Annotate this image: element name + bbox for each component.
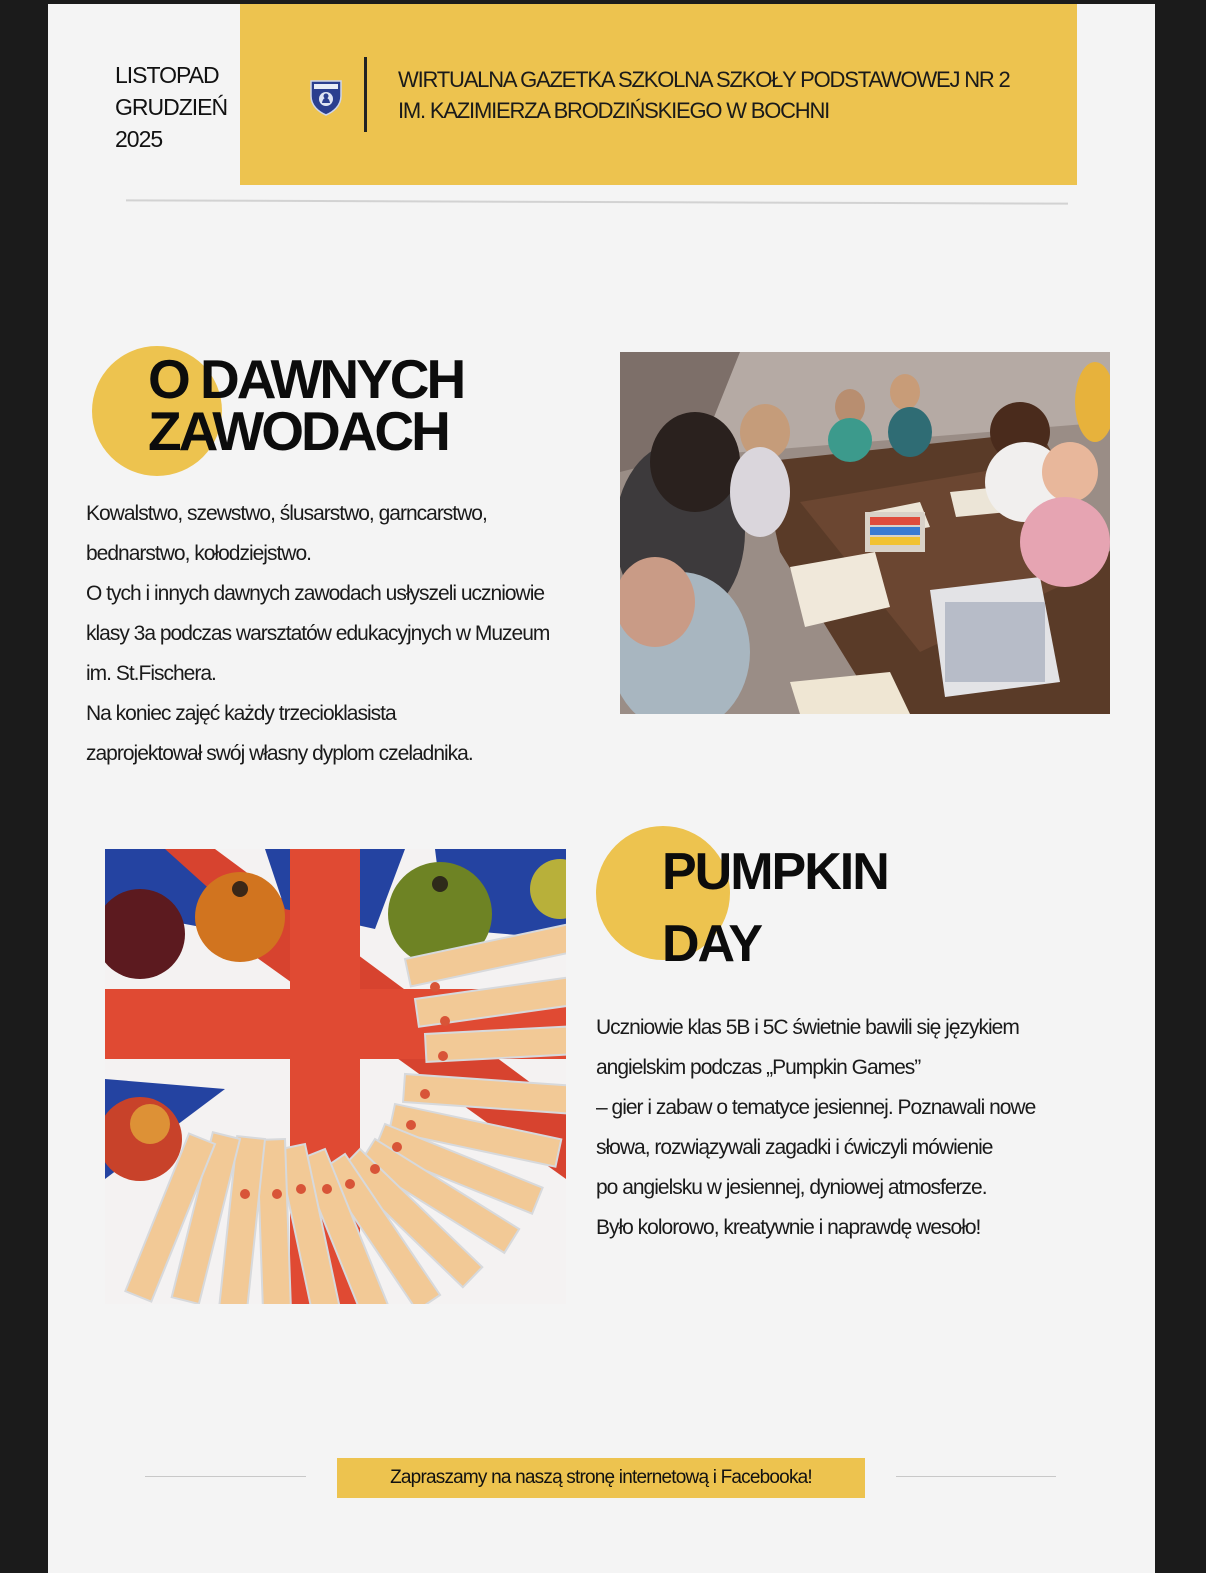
newsletter-page — [48, 4, 1155, 1573]
article-body-pumpkin-day: Uczniowie klas 5B i 5C świetnie bawili się językiem angielskim podczas „Pumpkin Games” – gier i zabaw o tematyce jesiennej. Poznawali nowe słowa, rozwiązywali zagadki i ćwiczyli mówienie po angielsku w jesiennej, dyniowej atmosferze. Było kolorowo, kreatywnie i naprawdę wesoło! — [596, 1016, 1036, 1239]
pumpkins-word-cards-photo — [105, 849, 566, 1304]
article-body-o-dawnych-zawodach: Kowalstwo, szewstwo, ślusarstwo, garncarstwo, bednarstwo, kołodziejstwo. O tych i innych dawnych zawodach usłyszeli uczniowie klasy 3a podczas warsztatów edukacyjnych w Muzeum im. St.Fischera. Na koniec zajęć każdy trzecioklasista zaprojektował swój własny dyplom czeladnika. — [86, 502, 550, 765]
footer-rule-right — [896, 1476, 1056, 1477]
article-title-pumpkin-day: PUMPKIN DAY — [662, 843, 888, 973]
header-rule — [126, 199, 1068, 204]
classroom-workshop-photo — [620, 352, 1110, 714]
footer-rule-left — [145, 1476, 306, 1477]
footer-cta-link[interactable]: Zapraszamy na naszą stronę internetową i Facebooka! — [337, 1458, 865, 1498]
issue-date: LISTOPAD GRUDZIEŃ 2025 — [115, 62, 228, 152]
banner-divider — [364, 57, 367, 132]
article-title-o-dawnych-zawodach: O DAWNYCH ZAWODACH — [148, 348, 464, 462]
school-crest-icon — [308, 76, 344, 116]
header-banner — [240, 4, 1077, 185]
newsletter-title: WIRTUALNA GAZETKA SZKOLNA SZKOŁY PODSTAWOWEJ NR 2 IM. KAZIMIERZA BRODZIŃSKIEGO W BOCHNI — [398, 67, 1010, 123]
